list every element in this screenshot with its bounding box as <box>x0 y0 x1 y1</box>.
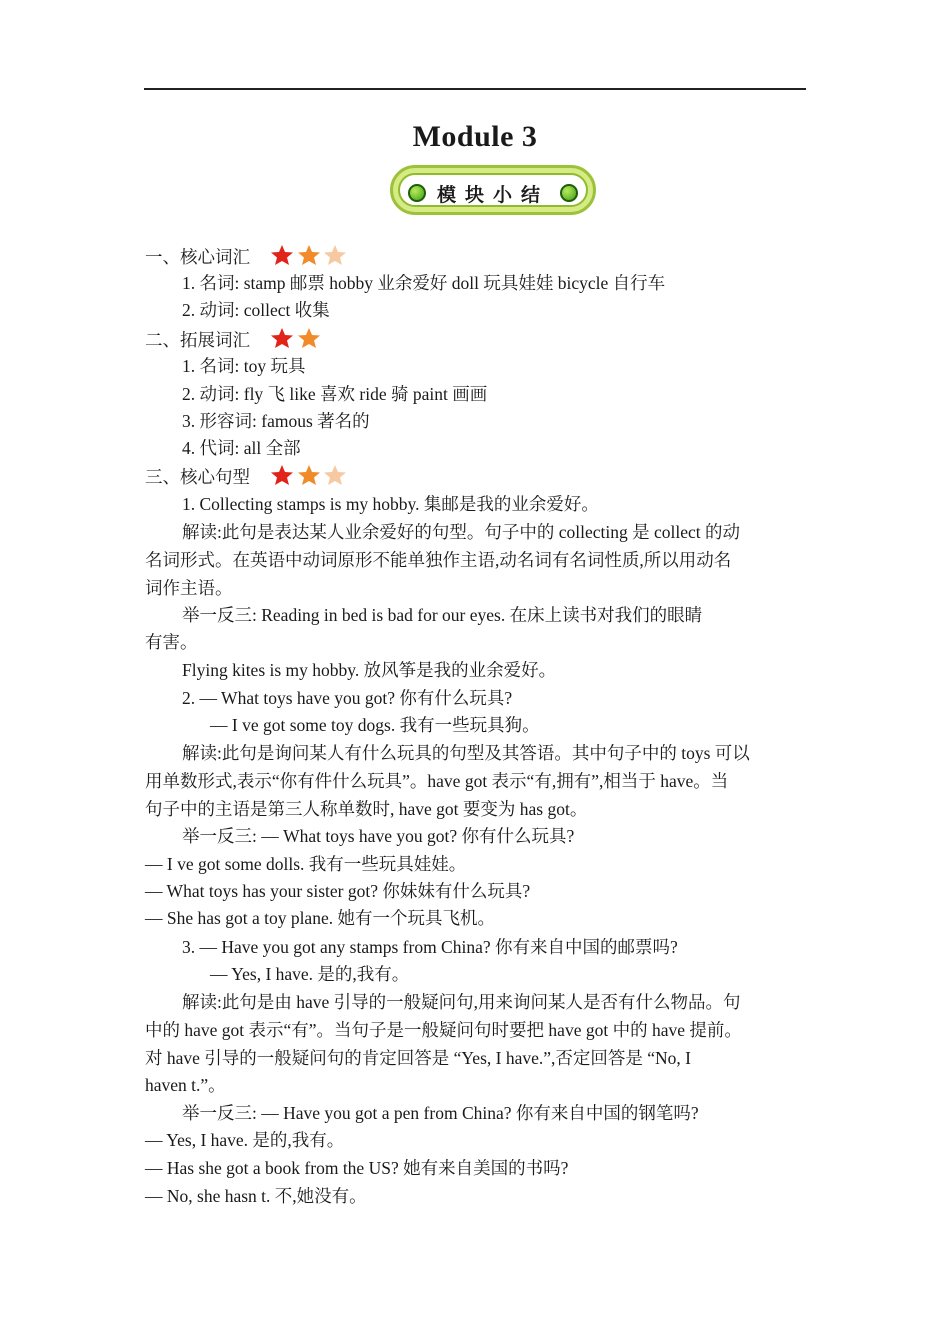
explanation-line: 句子中的主语是第三人称单数时, have got 要变为 has got。 <box>145 799 588 819</box>
vocab-line: 2. 动词: fly 飞 like 喜欢 ride 骑 paint 画画 <box>182 384 488 404</box>
explanation-line: 对 have 引导的一般疑问句的肯定回答是 “Yes, I have.”,否定回答是 “No, I <box>145 1048 692 1068</box>
explanation-line: 解读:此句是询问某人有什么玩具的句型及其答语。其中句子中的 toys 可以 <box>182 743 750 763</box>
practice-line: — What toys has your sister got? 你妹妹有什么玩具? <box>145 881 531 901</box>
practice-line: — Has she got a book from the US? 她有来自美国的书吗? <box>145 1158 569 1178</box>
section-heading-text: 一、核心词汇 <box>145 247 250 267</box>
practice-line: 举一反三: — Have you got a pen from China? 你有来自中国的钢笔吗? <box>182 1103 699 1123</box>
practice-line: — No, she hasn t. 不,她没有。 <box>145 1186 367 1206</box>
section-heading-core-sentences <box>145 464 345 492</box>
explanation-line: 中的 have got 表示“有”。当句子是一般疑问句时要把 have got 中的 have 提前。 <box>145 1020 742 1040</box>
explanation-line: 词作主语。 <box>145 578 233 598</box>
explanation-line: 解读:此句是表达某人业余爱好的句型。句子中的 collecting 是 collect 的动 <box>182 522 740 542</box>
practice-line: — Yes, I have. 是的,我有。 <box>145 1130 345 1150</box>
badge-inner <box>398 173 588 207</box>
explanation-line: 名词形式。在英语中动词原形不能单独作主语,动名词有名词性质,所以用动名 <box>145 550 732 570</box>
sentence-line: — Yes, I have. 是的,我有。 <box>210 964 410 984</box>
section-heading-core-vocab <box>145 244 345 272</box>
practice-line: Flying kites is my hobby. 放风筝是我的业余爱好。 <box>182 660 557 680</box>
practice-line: 举一反三: — What toys have you got? 你有什么玩具? <box>182 826 575 846</box>
sentence-line: 2. — What toys have you got? 你有什么玩具? <box>182 688 513 708</box>
sentence-line: — I ve got some toy dogs. 我有一些玩具狗。 <box>210 715 540 735</box>
vocab-line: 1. 名词: toy 玩具 <box>182 356 306 376</box>
explanation-line: 解读:此句是由 have 引导的一般疑问句,用来询问某人是否有什么物品。句 <box>182 992 741 1012</box>
explanation-line: 用单数形式,表示“你有件什么玩具”。have got 表示“有,拥有”,相当于 have。当 <box>145 771 729 791</box>
header-rule <box>144 88 806 90</box>
practice-line: 有害。 <box>145 632 198 652</box>
sentence-line: 3. — Have you got any stamps from China? 你有来自中国的邮票吗? <box>182 937 678 957</box>
section-heading-text: 二、拓展词汇 <box>145 330 250 350</box>
practice-line: — I ve got some dolls. 我有一些玩具娃娃。 <box>145 854 467 874</box>
vocab-line: 4. 代词: all 全部 <box>182 438 301 458</box>
vocab-line: 2. 动词: collect 收集 <box>182 300 330 320</box>
section-heading-text: 三、核心句型 <box>145 467 250 487</box>
practice-line: 举一反三: Reading in bed is bad for our eyes. 在床上读书对我们的眼睛 <box>182 605 703 625</box>
star-rating-icon <box>270 464 345 492</box>
badge-dot-left-icon <box>408 184 426 202</box>
section-heading-extended-vocab <box>145 327 319 355</box>
vocab-line: 3. 形容词: famous 著名的 <box>182 411 370 431</box>
summary-badge <box>390 165 596 215</box>
star-rating-icon <box>270 244 345 272</box>
module-title: Module 3 <box>412 120 538 153</box>
badge-label: 模块小结 <box>436 184 549 206</box>
explanation-line: haven t.”。 <box>145 1075 226 1095</box>
practice-line: — She has got a toy plane. 她有一个玩具飞机。 <box>145 908 495 928</box>
sentence-line: 1. Collecting stamps is my hobby. 集邮是我的业余爱好。 <box>182 494 599 514</box>
badge-dot-right-icon <box>560 184 578 202</box>
vocab-line: 1. 名词: stamp 邮票 hobby 业余爱好 doll 玩具娃娃 bicycle 自行车 <box>182 273 666 293</box>
star-rating-icon <box>270 327 318 355</box>
